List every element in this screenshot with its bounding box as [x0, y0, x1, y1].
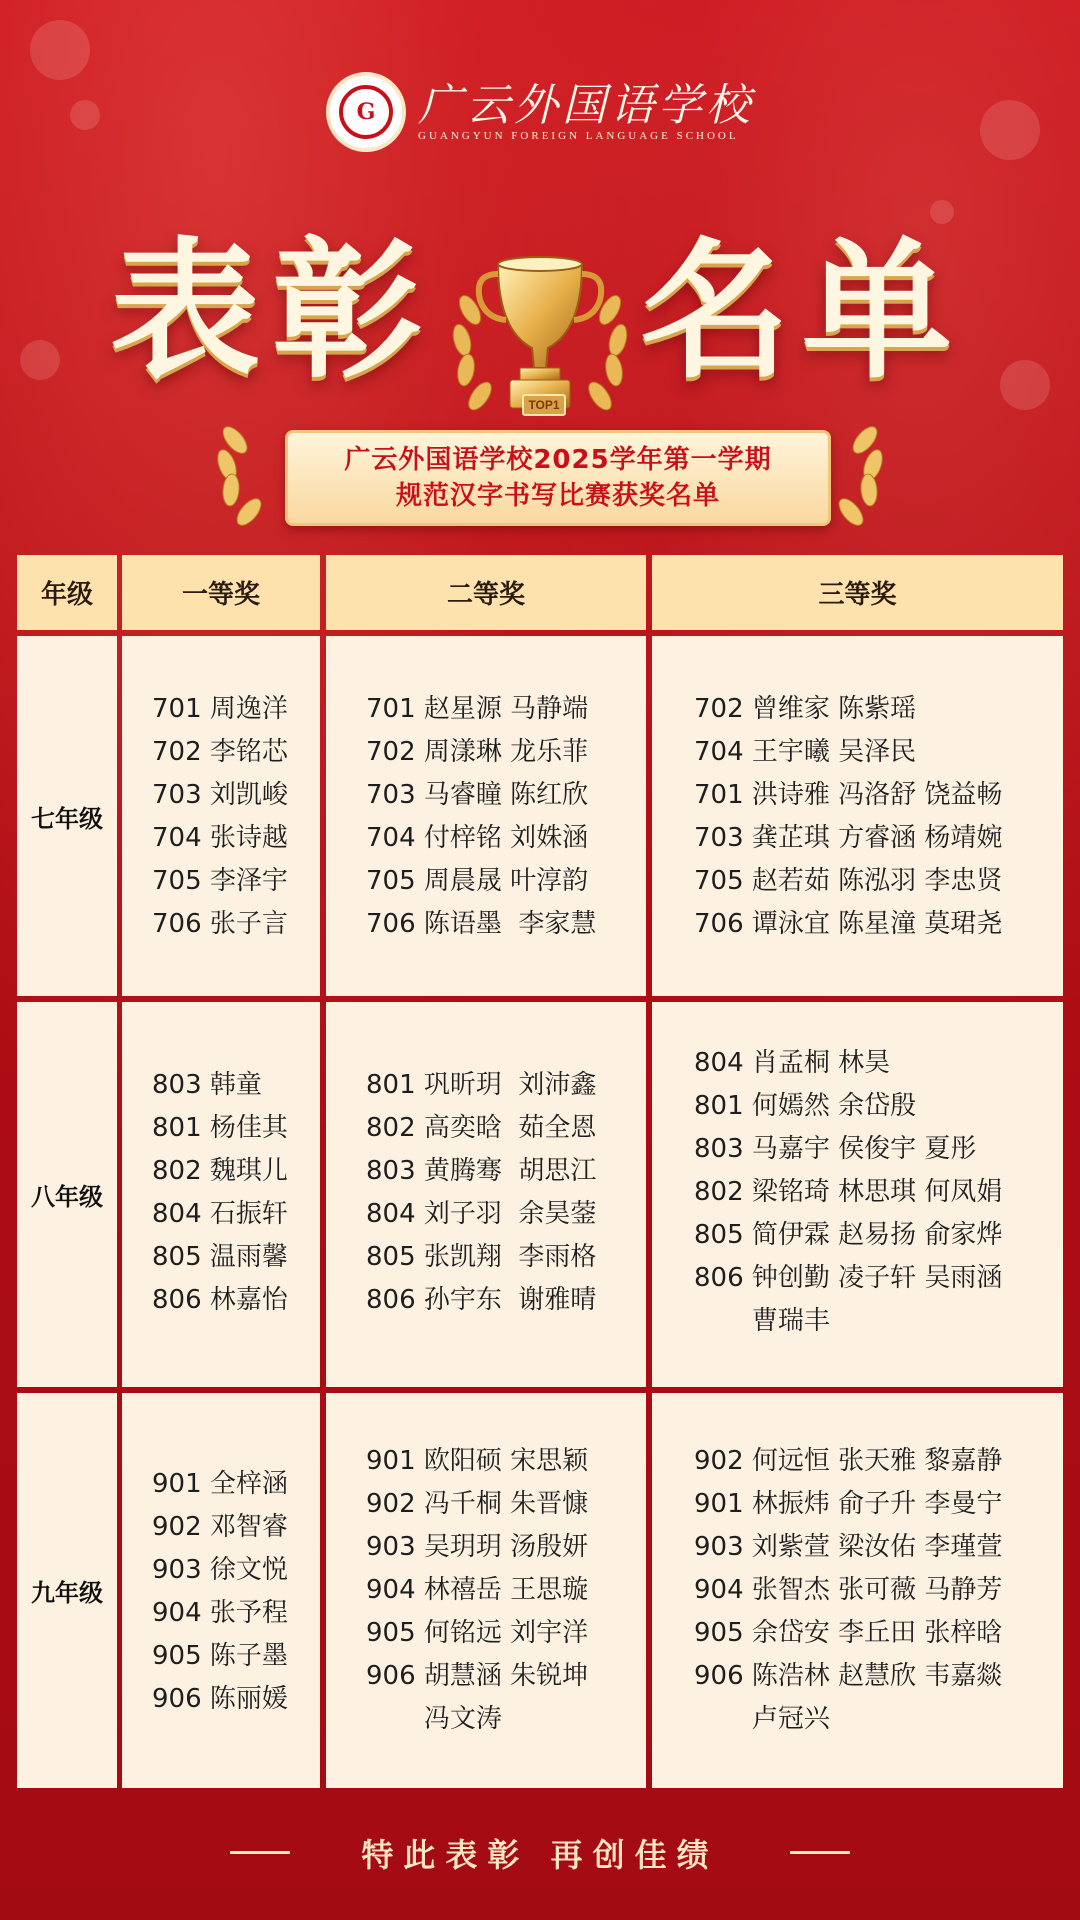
- winner-entry: 805 张凯翔 李雨格: [366, 1242, 597, 1272]
- winner-entry: 805 温雨馨: [152, 1242, 288, 1272]
- winner-entry: 703 刘凯峻: [152, 780, 288, 810]
- winner-entry: 903 刘紫萱 梁汝佑 李瑾萱: [694, 1532, 1003, 1562]
- winner-entry: 702 李铭芯: [152, 737, 288, 767]
- winner-entry: 801 杨佳其: [152, 1113, 288, 1143]
- winner-entry: 801 何嫣然 余岱殷: [694, 1091, 917, 1121]
- second-prize-list: [366, 688, 596, 946]
- third-prize-list: [694, 1042, 1002, 1343]
- winner-entry: 901 全梓涵: [152, 1469, 288, 1499]
- winner-entry: 706 陈语墨 李家慧: [366, 909, 597, 939]
- award-banner: [285, 430, 831, 526]
- school-name: [418, 82, 754, 142]
- first-prize-list: [152, 1064, 288, 1322]
- winner-entry: 903 徐文悦: [152, 1555, 288, 1585]
- winner-entry: 806 钟创勤 凌子轩 吴雨涵: [694, 1263, 1003, 1293]
- winner-entry: 802 高奕晗 茹全恩: [366, 1113, 597, 1143]
- winner-entry: 曹瑞丰: [694, 1306, 830, 1336]
- winner-entry: 703 龚芷琪 方睿涵 杨靖婉: [694, 823, 1003, 853]
- bokeh-light: [1000, 360, 1050, 410]
- award-table: [17, 555, 1063, 1788]
- second-prize-cell: [326, 1002, 646, 1387]
- bokeh-light: [20, 340, 60, 380]
- winner-entry: 806 林嘉怡: [152, 1285, 288, 1315]
- school-name-cn: 广云外国语学校: [418, 80, 754, 131]
- winner-entry: 704 张诗越: [152, 823, 288, 853]
- third-prize-cell: [652, 636, 1063, 996]
- third-prize-cell: [652, 1393, 1063, 1788]
- winner-entry: 906 陈丽媛: [152, 1684, 288, 1714]
- winner-entry: 803 黄腾骞 胡思江: [366, 1156, 597, 1186]
- winner-entry: 701 赵星源 马静端: [366, 694, 589, 724]
- first-prize-cell: [122, 636, 320, 996]
- second-prize-list: [366, 1440, 588, 1741]
- second-prize-cell: [326, 636, 646, 996]
- winner-entry: 704 付梓铭 刘姝涵: [366, 823, 589, 853]
- first-prize-cell: [122, 1393, 320, 1788]
- header-first-prize: 一等奖: [122, 555, 320, 630]
- winner-entry: 806 孙宇东 谢雅晴: [366, 1285, 597, 1315]
- winner-entry: 905 余岱安 李丘田 张梓晗: [694, 1618, 1003, 1648]
- winner-entry: 801 巩昕玥 刘沛鑫: [366, 1070, 597, 1100]
- trophy-top1-label: TOP1: [522, 394, 566, 416]
- winner-entry: 904 张予程: [152, 1598, 288, 1628]
- winner-entry: 702 周漾琳 龙乐菲: [366, 737, 589, 767]
- winner-entry: 705 赵若茹 陈泓羽 李忠贤: [694, 866, 1003, 896]
- page-title-right: 名单: [640, 223, 965, 399]
- winner-entry: 901 欧阳硕 宋思颖: [366, 1446, 589, 1476]
- third-prize-list: [694, 688, 1002, 946]
- second-prize-list: [366, 1064, 596, 1322]
- winner-entry: 701 周逸洋: [152, 694, 288, 724]
- school-emblem-icon: [326, 72, 406, 152]
- school-name-en: GUANGYUN FOREIGN LANGUAGE SCHOOL: [418, 130, 739, 142]
- header-second-prize: 二等奖: [326, 555, 646, 630]
- bokeh-light: [30, 20, 90, 80]
- winner-entry: 906 陈浩林 赵慧欣 韦嘉燚: [694, 1661, 1003, 1691]
- winner-entry: 903 吴玥玥 汤殷妍: [366, 1532, 589, 1562]
- banner-line-1: 广云外国语学校2025学年第一学期: [344, 445, 772, 475]
- winner-entry: 906 胡慧涵 朱锐坤: [366, 1661, 589, 1691]
- footer-divider-right: [790, 1851, 850, 1854]
- winner-entry: 804 石振轩: [152, 1199, 288, 1229]
- winner-entry: 802 梁铭琦 林思琪 何凤娟: [694, 1177, 1003, 1207]
- third-prize-cell: [652, 1002, 1063, 1387]
- winner-entry: 803 马嘉宇 侯俊宇 夏彤: [694, 1134, 977, 1164]
- winner-entry: 702 曾维家 陈紫瑶: [694, 694, 917, 724]
- grade-cell: 八年级: [17, 1002, 117, 1387]
- winner-entry: 冯文涛: [366, 1704, 502, 1734]
- header-grade: 年级: [17, 555, 117, 630]
- winner-entry: 902 何远恒 张天雅 黎嘉静: [694, 1446, 1003, 1476]
- winner-entry: 804 肖孟桐 林昊: [694, 1048, 891, 1078]
- winner-entry: 卢冠兴: [694, 1704, 830, 1734]
- school-emblem-mark: G: [339, 85, 393, 139]
- winner-entry: 701 洪诗雅 冯洛舒 饶益畅: [694, 780, 1003, 810]
- winner-entry: 902 冯千桐 朱晋慷: [366, 1489, 589, 1519]
- grade-cell: 七年级: [17, 636, 117, 996]
- winner-entry: 905 陈子墨: [152, 1641, 288, 1671]
- winner-entry: 704 王宇曦 吴泽民: [694, 737, 917, 767]
- winner-entry: 804 刘子羽 余昊蓥: [366, 1199, 597, 1229]
- laurel-left-icon: [205, 420, 285, 530]
- winner-entry: 706 张子言: [152, 909, 288, 939]
- second-prize-cell: [326, 1393, 646, 1788]
- first-prize-list: [152, 1463, 288, 1721]
- winner-entry: 803 韩童: [152, 1070, 262, 1100]
- third-prize-list: [694, 1440, 1002, 1741]
- winner-entry: 802 魏琪儿: [152, 1156, 288, 1186]
- page-title-left: 表彰: [110, 223, 435, 399]
- winner-entry: 705 李泽宇: [152, 866, 288, 896]
- first-prize-cell: [122, 1002, 320, 1387]
- banner-line-2: 规范汉字书写比赛获奖名单: [395, 481, 720, 511]
- winner-entry: 902 邓智睿: [152, 1512, 288, 1542]
- winner-entry: 904 林禧岳 王思璇: [366, 1575, 589, 1605]
- footer-slogan: 特此表彰 再创佳绩: [361, 1836, 719, 1874]
- winner-entry: 904 张智杰 张可薇 马静芳: [694, 1575, 1003, 1605]
- winner-entry: 805 简伊霖 赵易扬 俞家烨: [694, 1220, 1003, 1250]
- winner-entry: 905 何铭远 刘宇洋: [366, 1618, 589, 1648]
- winner-entry: 706 谭泳宜 陈星潼 莫珺尧: [694, 909, 1003, 939]
- winner-entry: 703 马睿瞳 陈红欣: [366, 780, 589, 810]
- first-prize-list: [152, 688, 288, 946]
- grade-cell: 九年级: [17, 1393, 117, 1788]
- winner-entry: 901 林振炜 俞子升 李曼宁: [694, 1489, 1003, 1519]
- winner-entry: 705 周晨晟 叶淳韵: [366, 866, 589, 896]
- school-logo-row: [0, 72, 1080, 152]
- header-third-prize: 三等奖: [652, 555, 1063, 630]
